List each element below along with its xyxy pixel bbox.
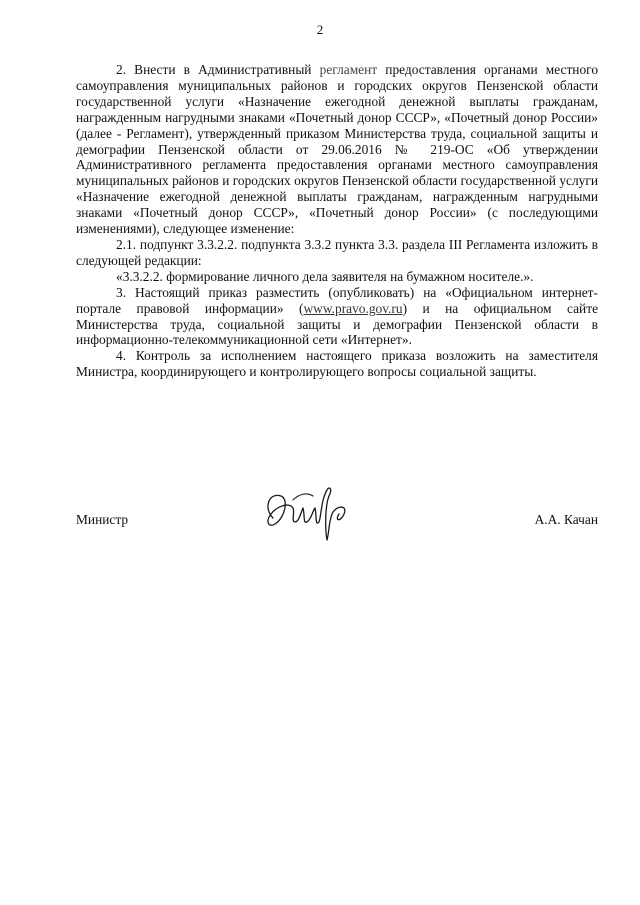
paragraph-2-start: 2. Внести в Административный [116, 62, 320, 77]
page-number: 2 [316, 22, 324, 37]
signer-title: Министр [76, 512, 129, 527]
paragraph-3 [76, 285, 598, 349]
paragraph-2-1: 2.1. подпункт 3.3.2.2. подпункта 3.3.2 пункта 3.3. раздела III Регламента изложить в следующей редакции: [76, 236, 598, 268]
paragraph-3-start: 3. Настоящий приказ разместить (опубликовать) на «Официальном интернет-портале правовой информации» ( [76, 284, 598, 316]
paragraph-4: 4. Контроль за исполнением настоящего приказа возложить на заместителя Министра, координирующего и контролирующего вопросы социальной защиты. [76, 348, 598, 380]
paragraph-2-highlighted-word: регламент [319, 62, 378, 77]
paragraph-quote: «3.3.2.2. формирование личного дела заявителя на бумажном носителе.». [116, 268, 534, 284]
paragraph-2-rest: предоставления органами местного самоуправления муниципальных районов и городских округов Пензенской области государственной услуги «Назначение ежегодной денежной выплаты гражданам, награжденным нагрудными знаками «Почетный донор СССР», «Почетный донор России» (далее - Регламент), утвержденный приказом Министерства труда, социальной защиты и демографии Пензенской области от 29.06.2016 № 219-ОС «Об утверждении Административного регламента предоставления органами местного самоуправления муниципальных районов и городских округов Пензенской области государственной услуги «Назначение ежегодной денежной выплаты гражданам, награжденным нагрудными знаками «Почетный донор СССР», «Почетный донор России» (с последующими изменениями), следующее изменение: [76, 62, 599, 237]
document-body [76, 62, 598, 380]
signer-name: А.А. Качан [534, 512, 598, 527]
paragraph-3-rest: ) и на официальном сайте Министерства труда, социальной защиты и демографии Пензенской области в информационно-телекоммуникационной сети «Интернет». [76, 300, 599, 348]
paragraph-2 [76, 62, 598, 237]
handwritten-signature [255, 478, 365, 548]
pravo-link[interactable]: www.pravo.gov.ru [303, 300, 403, 316]
